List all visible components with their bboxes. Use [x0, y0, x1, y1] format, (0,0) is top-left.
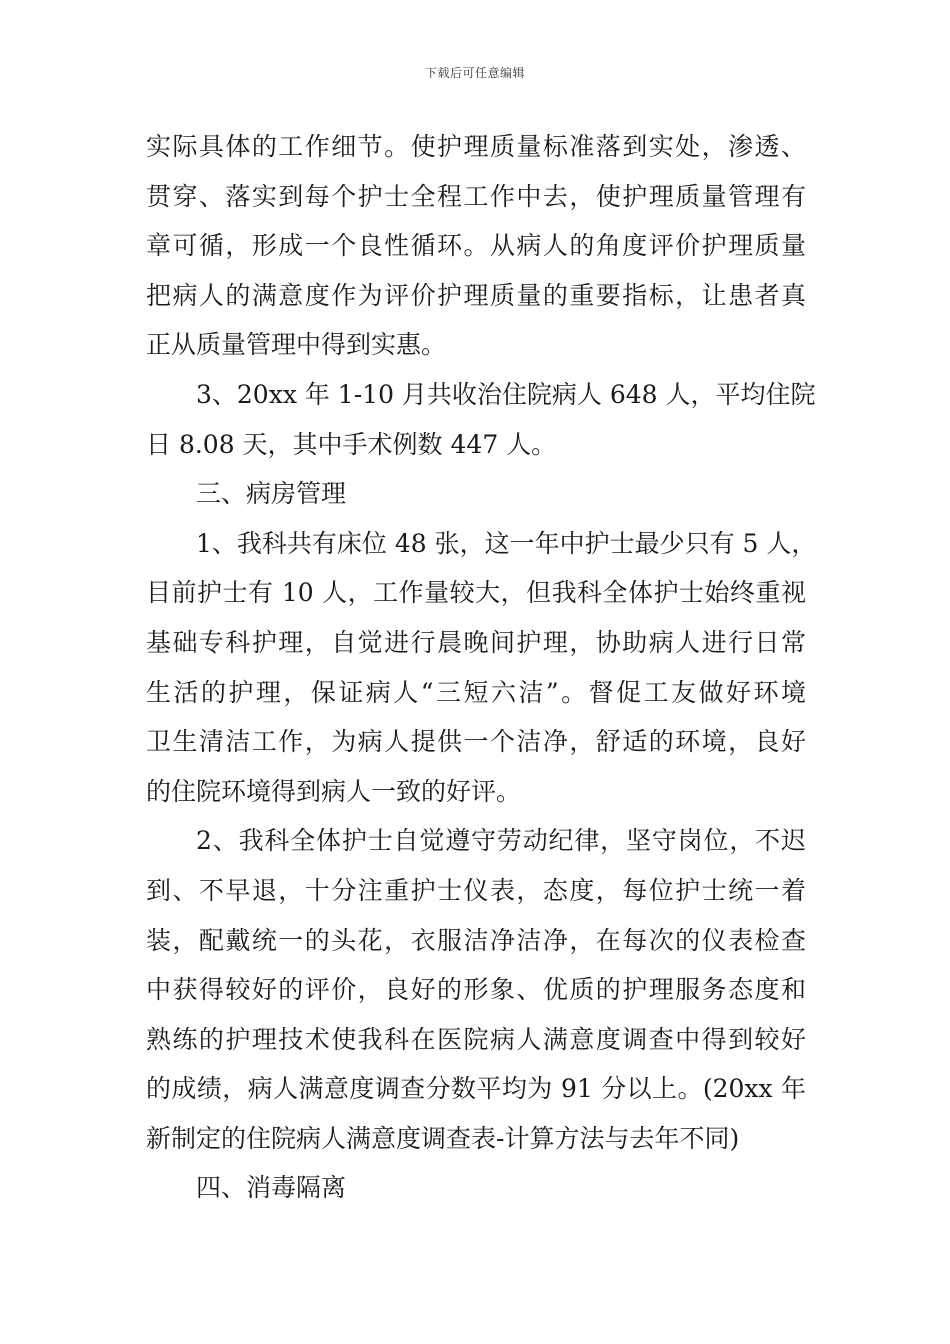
- section-heading: 三、病房管理: [196, 479, 347, 509]
- page-header: 下载后可任意编辑: [424, 66, 525, 80]
- text-line: 日 8.08 天，其中手术例数 447 人。: [146, 429, 557, 459]
- text-line: 装，配戴统一的头花，衣服洁净洁净，在每次的仪表检查: [146, 925, 806, 955]
- text-line: 卫生清洁工作，为病人提供一个洁净，舒适的环境，良好: [146, 727, 806, 757]
- text-line: 章可循，形成一个良性循环。从病人的角度评价护理质量: [146, 231, 806, 261]
- text-line: 正从质量管理中得到实惠。: [146, 330, 447, 360]
- text-line: 实际具体的工作细节。使护理质量标准落到实处，渗透、: [146, 132, 806, 161]
- text-line: 2、我科全体护士自觉遵守劳动纪律，坚守岗位，不迟: [196, 826, 806, 856]
- text-line: 贯穿、落实到每个护士全程工作中去，使护理质量管理有: [146, 181, 806, 211]
- text-line: 3、20xx 年 1-10 月共收治住院病人 648 人，平均住院: [196, 379, 816, 409]
- text-line: 的成绩，病人满意度调查分数平均为 91 分以上。(20xx 年: [146, 1074, 806, 1104]
- text-line: 生活的护理，保证病人“三短六洁”。督促工友做好环境: [146, 677, 806, 707]
- text-line: 的住院环境得到病人一致的好评。: [146, 776, 522, 806]
- document-body: [146, 122, 817, 1213]
- text-line: 1、我科共有床位 48 张，这一年中护士最少只有 5 人，: [196, 528, 817, 558]
- text-line: 到、不早退，十分注重护士仪表，态度，每位护士统一着: [146, 875, 806, 905]
- section-heading: 四、消毒隔离: [196, 1173, 347, 1203]
- text-line: 熟练的护理技术使我科在医院病人满意度调查中得到较好: [146, 1024, 806, 1054]
- text-line: 把病人的满意度作为评价护理质量的重要指标，让患者真: [146, 280, 806, 310]
- text-line: 基础专科护理，自觉进行晨晚间护理，协助病人进行日常: [146, 627, 806, 657]
- text-line: 中获得较好的评价，良好的形象、优质的护理服务态度和: [146, 975, 806, 1005]
- text-line: 新制定的住院病人满意度调查表-计算方法与去年不同): [146, 1123, 740, 1153]
- text-line: 目前护士有 10 人，工作量较大，但我科全体护士始终重视: [146, 578, 806, 608]
